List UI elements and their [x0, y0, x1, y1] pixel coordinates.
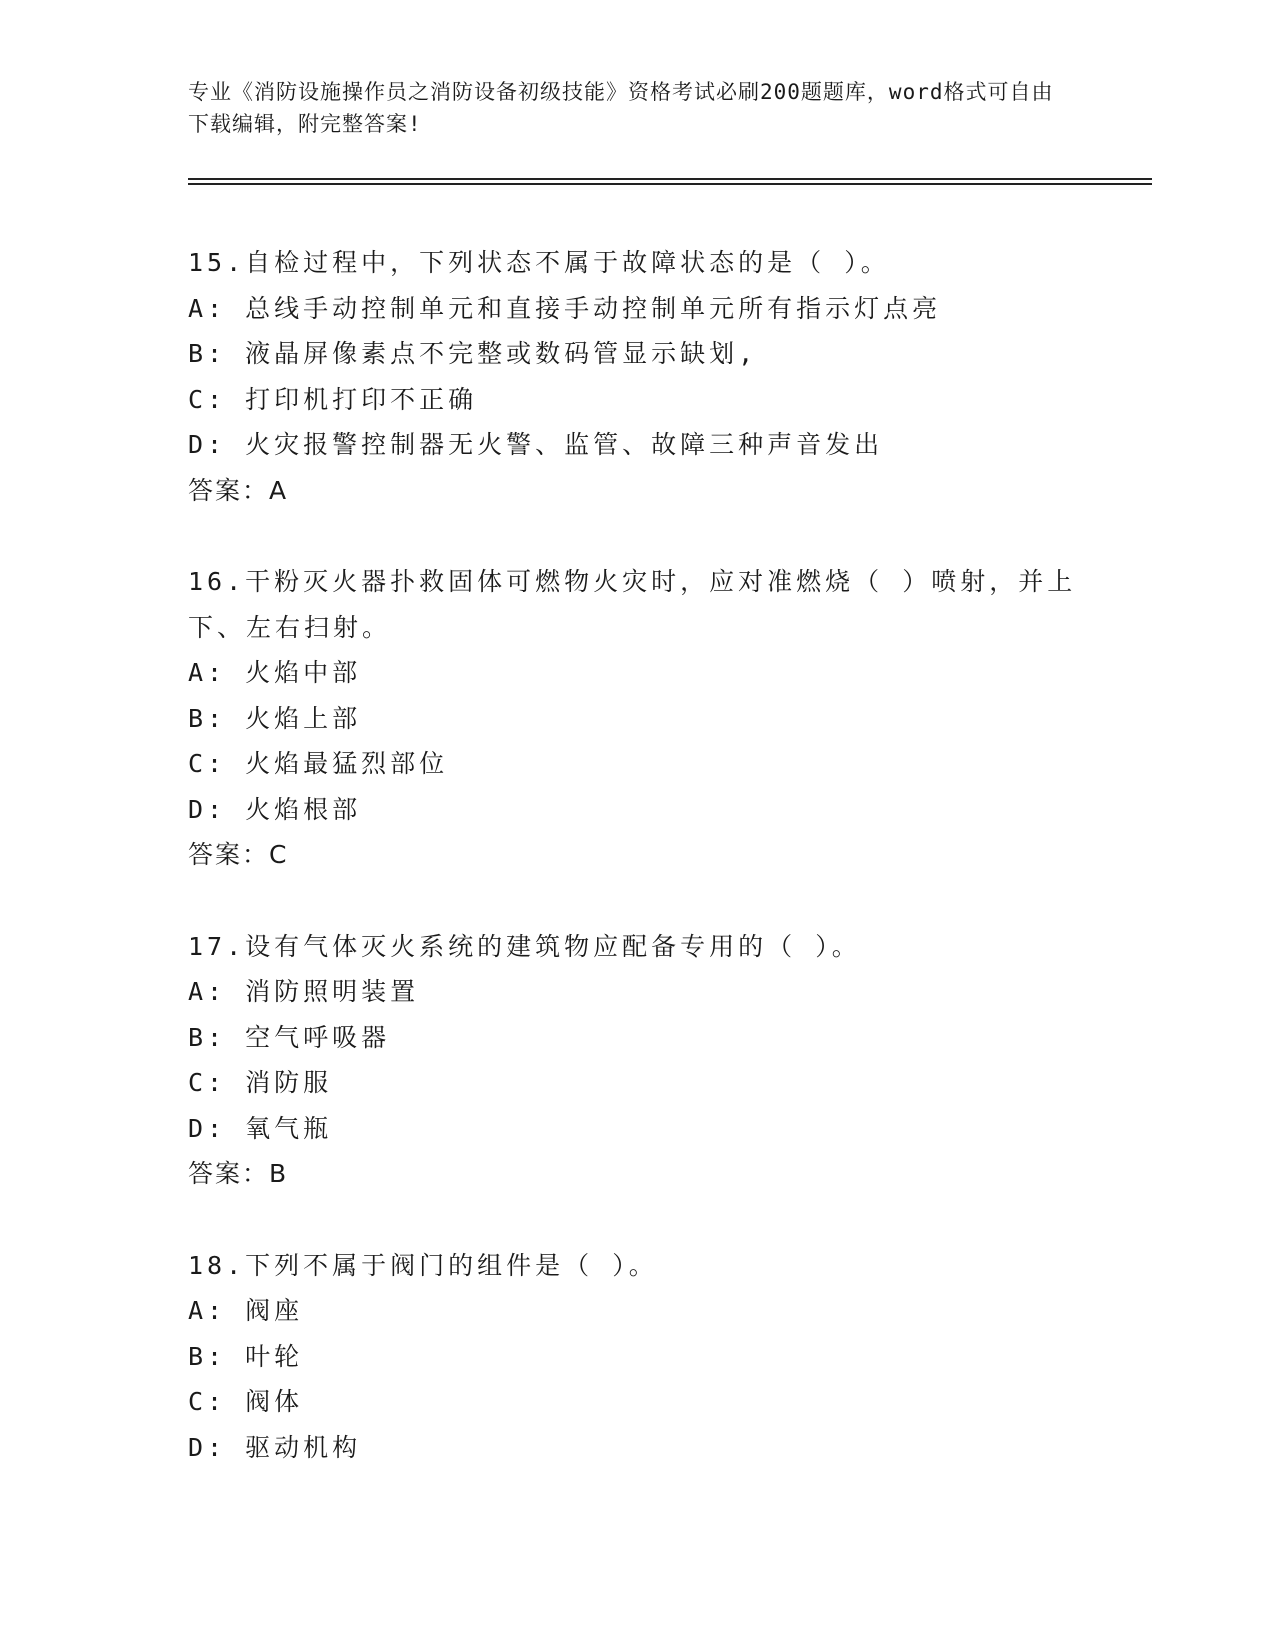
option-d: D: 火灾报警控制器无火警、监管、故障三种声音发出 [188, 430, 884, 459]
option-d: D: 火焰根部 [188, 794, 362, 824]
option-b: B: 火焰上部 [188, 703, 362, 733]
question-stem: 16.干粉灭火器扑救固体可燃物火灾时，应对准燃烧（ ）喷射，并上下、左右扫射。 [188, 567, 1077, 642]
option-d: D: 驱动机构 [188, 1432, 362, 1462]
option-b: B: 叶轮 [188, 1341, 304, 1371]
question-17 [188, 924, 1088, 1197]
option-a: A: 火焰中部 [188, 658, 362, 687]
option-c: C: 阀体 [188, 1387, 304, 1416]
header-divider-top [188, 178, 1152, 180]
option-b: B: 液晶屏像素点不完整或数码管显示缺划, [188, 339, 758, 368]
header-divider-bottom [188, 183, 1152, 185]
option-a: A: 总线手动控制单元和直接手动控制单元所有指示灯点亮 [188, 293, 942, 323]
question-stem: 17.设有气体灭火系统的建筑物应配备专用的（ ）。 [188, 931, 861, 961]
option-b: B: 空气呼吸器 [188, 1022, 391, 1052]
answer-line: 答案：B [188, 1159, 289, 1188]
question-list [188, 240, 1088, 1516]
question-stem: 15.自检过程中，下列状态不属于故障状态的是（ ）。 [188, 248, 890, 277]
answer-line: 答案：A [188, 475, 289, 505]
option-c: C: 消防服 [188, 1068, 333, 1097]
option-d: D: 氧气瓶 [188, 1113, 333, 1143]
document-header: 专业《消防设施操作员之消防设备初级技能》资格考试必刷200题题库，word格式可自由下载编辑，附完整答案! [188, 80, 1054, 136]
option-a: A: 消防照明装置 [188, 977, 420, 1006]
question-18 [188, 1243, 1088, 1471]
question-15 [188, 240, 1088, 513]
question-16 [188, 559, 1088, 878]
option-c: C: 火焰最猛烈部位 [188, 749, 449, 778]
option-a: A: 阀座 [188, 1296, 304, 1325]
question-stem: 18.下列不属于阀门的组件是（ ）。 [188, 1250, 658, 1280]
answer-line: 答案：C [188, 840, 289, 869]
option-c: C: 打印机打印不正确 [188, 384, 478, 414]
